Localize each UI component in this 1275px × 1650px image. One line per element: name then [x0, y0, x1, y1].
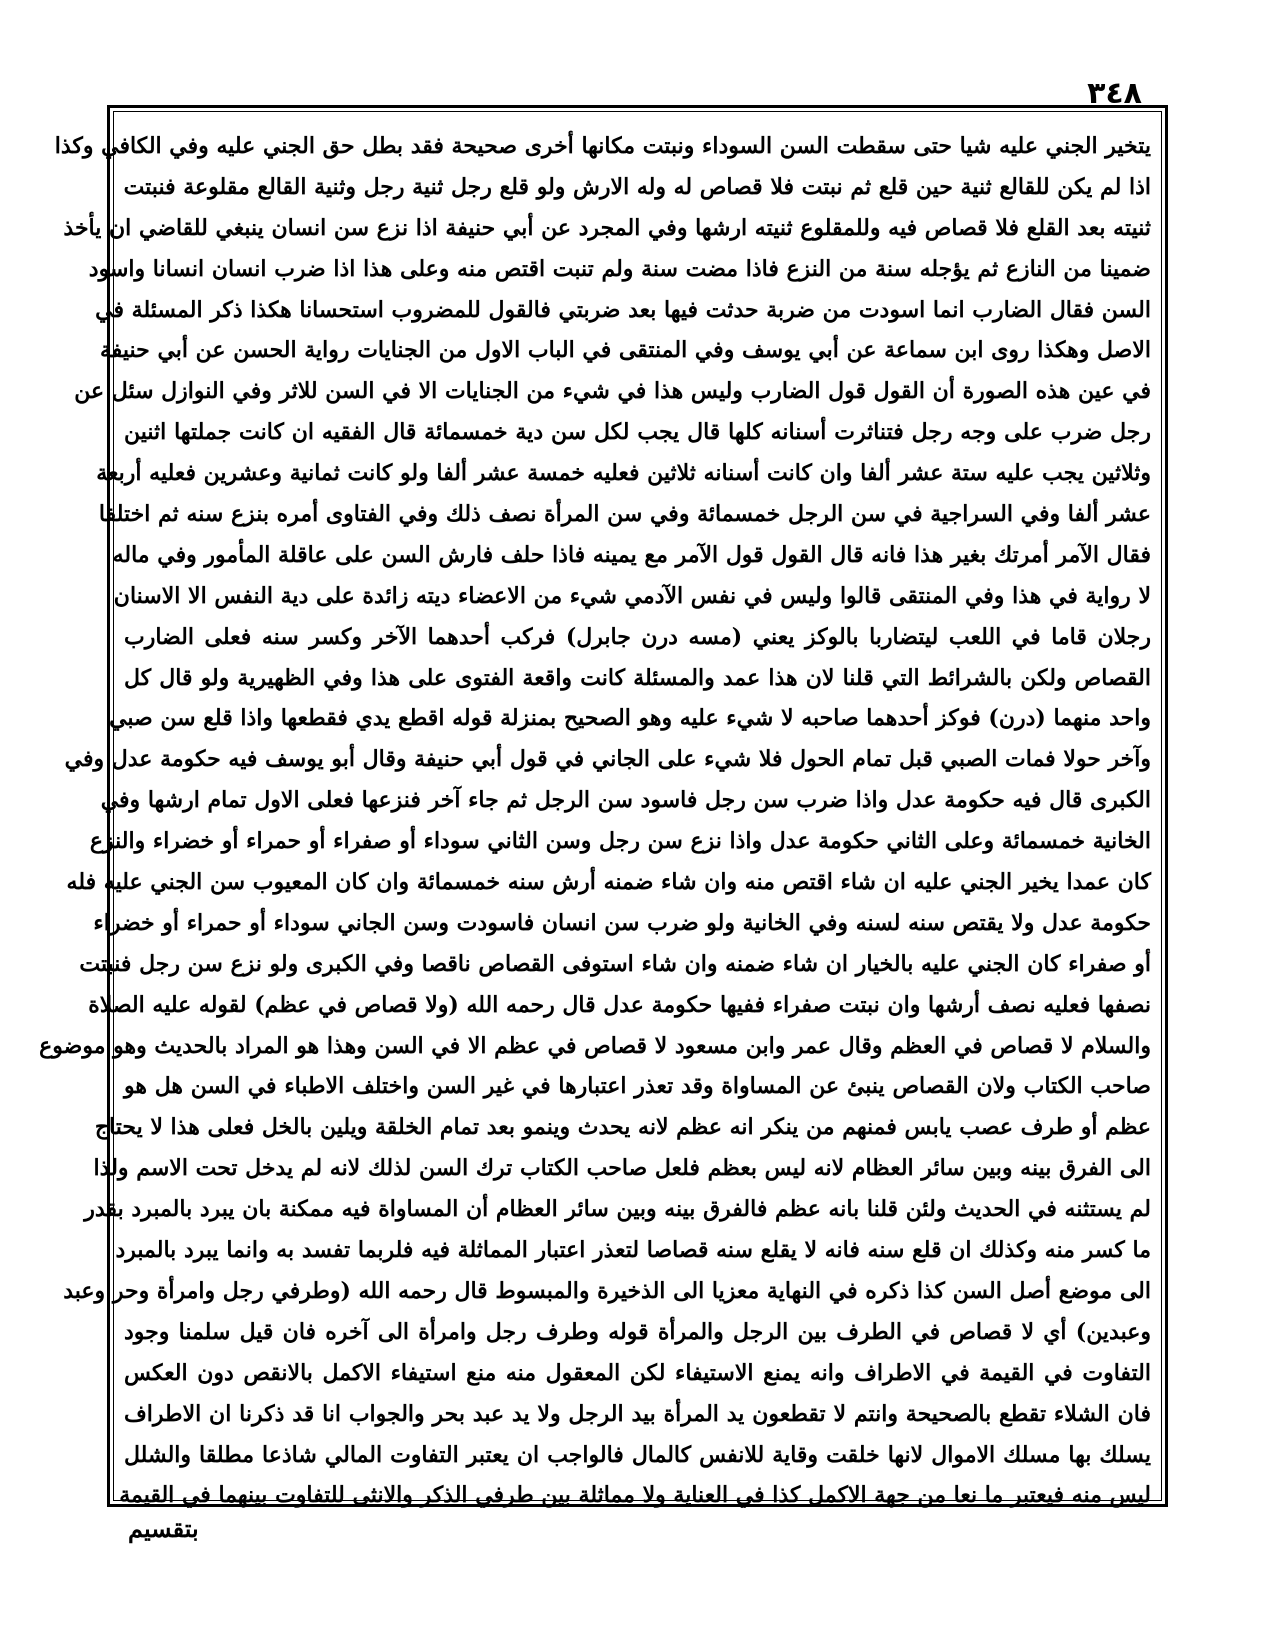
text-line: ثنيته بعد القلع فلا قصاص فيه وللمقلوع ثنيته ارشها وفي المجرد عن أبي حنيفة اذا نزع سن انسان ينبغي للقاضي ان يأخذ — [63, 214, 1151, 241]
text-line: ما كسر منه وكذلك ان قلع سنه فانه لا يقلع سنه قصاصا لتعذر اعتبار المماثلة فيه فلربما تفسد به وانما يبرد بالمبرد — [115, 1237, 1151, 1264]
text-line: صاحب الكتاب ولان القصاص ينبئ عن المساواة وقد تعذر اعتبارها في غير السن واختلف الاطباء في السن هل هو — [124, 1073, 1151, 1100]
text-line: ليس منه فيعتبر ما نعا من جهة الاكمل كذا في العناية ولا مماثلة بين طرفي الذكر والانثى للتفاوت بينهما في القيمة — [119, 1482, 1151, 1509]
text-line: الى الفرق بينه وبين سائر العظام لانه ليس بعظم فلعل صاحب الكتاب ترك السن لذلك لانه لم يدخل تحت الاسم ولذا — [93, 1155, 1151, 1182]
text-line: الخانية خمسمائة وعلى الثاني حكومة عدل واذا نزع سن رجل وسن الثاني سوداء أو صفراء أو حمراء أو خضراء والنزع — [89, 828, 1151, 855]
text-line: أو صفراء كان الجني عليه بالخيار ان شاء ضمنه وان شاء استوفى القصاص ناقصا وفي الكبرى ولو نزع سن رجل فنبتت — [79, 950, 1151, 977]
text-line: لم يستثنه في الحديث ولئن قلنا بانه عظم فالفرق بينه وبين سائر العظام أن المساواة فيه ممكنة بان يبرد بالمبرد بقدر — [84, 1196, 1151, 1223]
text-line: يسلك بها مسلك الاموال لانها خلقت وقاية للانفس كالمال فالواجب ان يعتبر التفاوت المالي شاذعا مطلقا والشلل — [124, 1441, 1151, 1468]
text-line: عظم أو طرف عصب يابس فمنهم من ينكر انه عظم لانه يحدث وينمو بعد تمام الخلقة ويلين بالخل فعلى هذا لا يحتاج — [94, 1114, 1151, 1141]
text-line: عشر ألفا وفي السراجية في سن الرجل خمسمائة وفي سن المرأة نصف ذلك وفي الفتاوى أمره بنزع سنه ثم اختلفا — [98, 501, 1151, 528]
text-line: وآخر حولا فمات الصبي قبل تمام الحول فلا شيء على الجاني في قول أبي حنيفة وقال أبو يوسف فيه حكومة عدل وفي — [64, 746, 1151, 773]
text-line: حكومة عدل ولا يقتص سنه لسنه وفي الخانية ولو ضرب سن انسان فاسودت وسن الجاني سوداء أو حمراء أو خضراء — [93, 909, 1151, 936]
text-line: رجل ضرب على وجه رجل فتناثرت أسنانه كلها قال يجب لكل سن دية خمسمائة قال الفقيه ان كانت جملتها اثنين — [124, 419, 1151, 446]
catchword: بتقسيم — [128, 1514, 199, 1543]
text-line: اذا لم يكن للقالع ثنية حين قلع ثم نبتت فلا قصاص له وله الارش ولو قلع رجل ثنية رجل وثنية القالع مقلوعة فنبتت — [123, 173, 1151, 200]
text-line: كان عمدا يخير الجني عليه ان شاء اقتص منه وان شاء ضمنه أرش سنه خمسمائة وان كان المعيوب سن الجني عليه فله — [66, 869, 1151, 896]
text-line: في عين هذه الصورة أن القول قول الضارب وليس هذا في شيء من الجنايات الا في السن للاثر وفي النوازل سئل عن — [74, 378, 1151, 405]
page-number: ٣٤٨ — [1087, 76, 1142, 111]
text-line: الاصل وهكذا روى ابن سماعة عن أبي يوسف وفي المنتقى في الباب الاول من الجنايات رواية الحسن عن أبي حنيفة — [99, 337, 1151, 364]
text-line: القصاص ولكن بالشرائط التي قلنا لان هذا عمد والمسئلة كانت واقعة الفتوى على هذا وفي الظهيرية ولو قال كل — [124, 664, 1151, 691]
text-line: فان الشلاء تقطع بالصحيحة وانتم لا تقطعون يد المرأة بيد الرجل ولا يد عبد بحر والجواب انا قد ذكرنا ان الاطراف — [124, 1400, 1151, 1427]
text-line: الى موضع أصل السن كذا ذكره في النهاية معزيا الى الذخيرة والمبسوط قال رحمه الله (وطرفي رجل وامرأة وحر وعبد — [63, 1277, 1151, 1304]
text-line: وثلاثين يجب عليه ستة عشر ألفا وان كانت أسنانه ثلاثين فعليه خمسة عشر ألفا ولو كانت ثمانية وعشرين فعليه أربعة — [96, 460, 1151, 487]
text-line: لا رواية في هذا وفي المنتقى قالوا وليس في نفس الآدمي شيء من الاعضاء ديته زائدة على دية النفس الا الاسنان — [113, 582, 1151, 609]
text-line: الكبرى قال فيه حكومة عدل واذا ضرب سن رجل فاسود سن الرجل ثم جاء آخر فنزعها فعلى الاول تمام ارشها وفي — [100, 787, 1151, 814]
text-line: التفاوت في القيمة في الاطراف وانه يمنع الاستيفاء لكن المعقول منه منع استيفاء الاكمل بالانقص دون العكس — [124, 1359, 1151, 1386]
text-line: السن فقال الضارب انما اسودت من ضربة حدثت فيها بعد ضربتي فالقول للمضروب استحسانا هكذا ذكر المسئلة في — [95, 296, 1151, 323]
text-line: واحد منهما (درن) فوكز أحدهما صاحبه لا شيء عليه وهو الصحيح بمنزلة قوله اقطع يدي فقطعها واذا قلع سن صبي — [109, 705, 1151, 732]
text-line: ضمينا من النازع ثم يؤجله سنة من النزع فاذا مضت سنة ولم تنبت اقتص منه وعلى هذا اذا ضرب انسان انسانا واسود — [88, 255, 1151, 282]
text-line: يتخير الجني عليه شيا حتى سقطت السن السوداء ونبتت مكانها أخرى صحيحة فقد بطل حق الجني عليه وفي الكافي وكذا — [54, 133, 1151, 159]
text-line: وعبدين) أي لا قصاص في الطرف بين الرجل والمرأة قوله وطرف رجل وامرأة الى آخره فان قيل سلمنا وجود — [124, 1318, 1151, 1345]
text-line: رجلان قاما في اللعب ليتضاربا بالوكز يعني (مسه درن جابرل) فركب أحدهما الآخر وكسر سنه فعلى الضارب — [124, 623, 1151, 650]
text-body — [39, 126, 1151, 1509]
text-line: فقال الآمر أمرتك بغير هذا فانه قال القول قول الآمر مع يمينه فاذا حلف فارش السن على عاقلة المأمور وفي ماله — [112, 541, 1151, 568]
text-line: نصفها فعليه نصف أرشها وان نبتت صفراء ففيها حكومة عدل قال رحمه الله (ولا قصاص في عظم) لقوله عليه الصلاة — [88, 991, 1151, 1018]
text-line: والسلام لا قصاص في العظم وقال عمر وابن مسعود لا قصاص في عظم الا في السن وهذا هو المراد بالحديث وهو موضوع — [39, 1032, 1151, 1059]
